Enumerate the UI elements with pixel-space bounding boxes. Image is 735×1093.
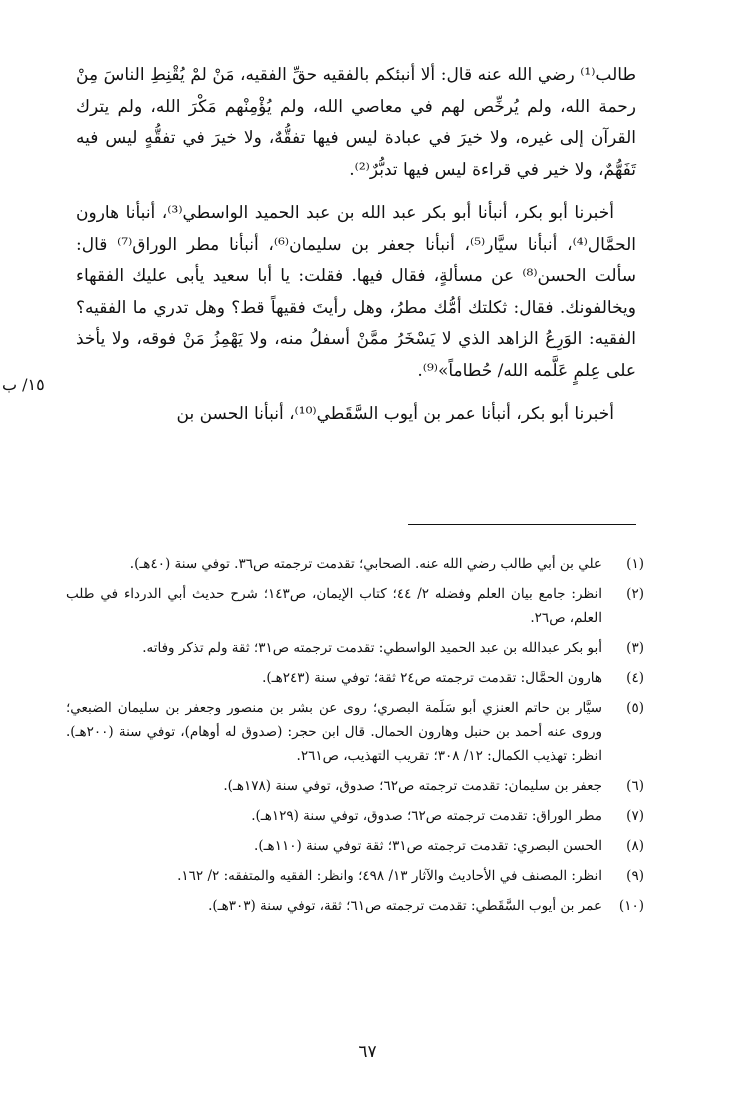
footnote-4 xyxy=(66,666,644,690)
paragraph-1: طالب⁽¹⁾ رضي الله عنه قال: ألا أنبئكم بالفقيه حقِّ الفقيه، مَنْ لمْ يُقْنِطِ الناسَ مِنْ رحمة الله، ولم يُرخِّص لهم في معاصي الله، ولم يُؤْمِنْهم مَكْرَ الله، ولم يترك القرآن إلى غيره، ولا خيرَ في عبادة ليس فيها تفقُّهٌ، ولا خيرَ في تفقُّهٍ ليس فيه تَفَهُّمٌ، ولا خير في قراءة ليس فيها تدبُّرٌ⁽²⁾. xyxy=(76,65,636,180)
paragraph-3: أخبرنا أبو بكر، أنبأنا عمر بن أيوب السَّقَطي⁽¹⁰⁾، أنبأنا الحسن بن xyxy=(176,404,614,424)
footnote-text: عمر بن أيوب السَّقَطي: تقدمت ترجمته ص٦١؛ ثقة، توفي سنة (٣٠٣هـ). xyxy=(208,898,602,914)
footnote-5 xyxy=(66,696,644,768)
footnote-number: (٧) xyxy=(626,808,644,824)
manuscript-folio-marker: ١٥/ ب xyxy=(2,375,45,394)
footnote-number: (٦) xyxy=(626,778,644,794)
footnote-text: انظر: جامع بيان العلم وفضله ٢/ ٤٤؛ كتاب الإيمان، ص١٤٣؛ شرح حديث أبي الدرداء في طلب العلم، ص٢٦. xyxy=(66,586,602,626)
footnote-text: مطر الوراق: تقدمت ترجمته ص٦٢؛ صدوق، توفي سنة (١٢٩هـ). xyxy=(251,808,602,824)
footnote-7 xyxy=(66,804,644,828)
footnote-number: (٤) xyxy=(626,670,644,686)
footnote-number: (٨) xyxy=(626,838,644,854)
footnote-text: انظر: المصنف في الأحاديث والآثار ١٣/ ٤٩٨؛ وانظر: الفقيه والمتفقه: ٢/ ١٦٢. xyxy=(177,868,602,884)
footnote-9 xyxy=(66,864,644,888)
footnote-1 xyxy=(66,552,644,576)
paragraph-2: أخبرنا أبو بكر، أنبأنا أبو بكر عبد الله بن عبد الحميد الواسطي⁽³⁾، أنبأنا هارون الحمَّال⁽⁴⁾، أنبأنا سيَّار⁽⁵⁾، أنبأنا جعفر بن سليمان⁽⁶⁾، أنبأنا مطر الوراق⁽⁷⁾ قال: سألت الحسن⁽⁸⁾ عن مسألةٍ، فقال فيها. فقلت: يا أبا سعيد يأبى عليك الفقهاء ويخالفونك. فقال: ثكلتك أمُّك مطرُ، وهل رأيتَ فقيهاً قط؟ وهل تدري ما الفقيه؟ الفقيه: الوَرِعُ الزاهد الذي لا يَسْخَرُ ممَّنْ أسفلُ منه، ولا يَهْمِزُ مَنْ فوقه، ولا يأخذ على عِلمٍ عَلَّمه الله/ حُطاماً»⁽⁹⁾. xyxy=(76,203,637,381)
footnote-number: (٩) xyxy=(626,868,644,884)
footnote-text: هارون الحمَّال: تقدمت ترجمته ص٢٤ ثقة؛ توفي سنة (٢٤٣هـ). xyxy=(262,670,602,686)
footnote-text: الحسن البصري: تقدمت ترجمته ص٣١؛ ثقة توفي سنة (١١٠هـ). xyxy=(254,838,602,854)
footnote-8 xyxy=(66,834,644,858)
footnote-text: سيَّار بن حاتم العنزي أبو سَلَمة البصري؛ روى عن بشر بن منصور وجعفر بن سليمان الضبعي؛ وروى عنه أحمد بن حنبل وهارون الحمال. قال ابن حجر: (صدوق له أوهام)، توفي سنة (٢٠٠هـ). انظر: تهذيب الكمال: ١٢/ ٣٠٨؛ تقريب التهذيب، ص٢٦١. xyxy=(66,700,602,764)
footnote-text: علي بن أبي طالب رضي الله عنه. الصحابي؛ تقدمت ترجمته ص٣٦. توفي سنة (٤٠هـ). xyxy=(129,556,602,572)
footnote-text: أبو بكر عبدالله بن عبد الحميد الواسطي: تقدمت ترجمته ص٣١؛ ثقة ولم تذكر وفاته. xyxy=(142,640,602,656)
footnote-6 xyxy=(66,774,644,798)
footnote-2 xyxy=(66,582,644,630)
footnote-number: (٢) xyxy=(626,586,644,602)
footnote-number: (٣) xyxy=(626,640,644,656)
main-text xyxy=(76,60,636,431)
footnote-number: (٥) xyxy=(626,700,644,716)
footnote-text: جعفر بن سليمان: تقدمت ترجمته ص٦٢؛ صدوق، توفي سنة (١٧٨هـ). xyxy=(223,778,602,794)
page-number: ٦٧ xyxy=(358,1042,377,1062)
footnote-separator xyxy=(408,524,636,525)
footnote-10 xyxy=(66,894,644,918)
footnote-3 xyxy=(66,636,644,660)
footnote-number: (١) xyxy=(626,556,644,572)
footnotes xyxy=(66,552,644,924)
footnote-number: (١٠) xyxy=(618,898,644,914)
